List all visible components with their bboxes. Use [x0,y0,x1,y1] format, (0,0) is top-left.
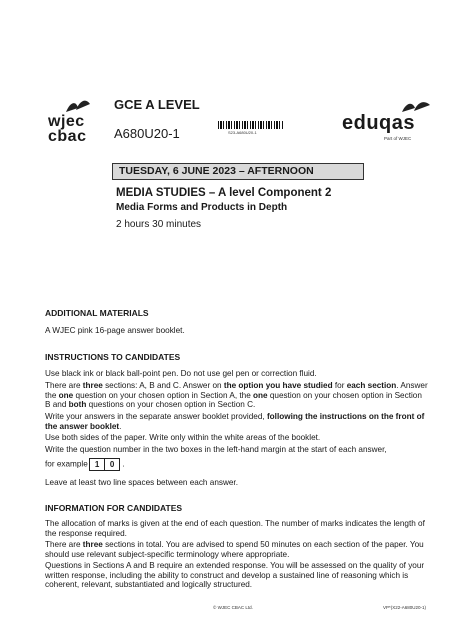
barcode [218,121,284,129]
additional-materials-text: A WJEC pink 16-page answer booklet. [45,326,185,335]
instruction-sections: There are three sections: A, B and C. Answer on the option you have studied for each section. Answer the one question on your chosen option in Section A, the one question on your chosen option in Section B and both questions on your chosen option in Section C. [45,381,428,410]
instructions-heading: INSTRUCTIONS TO CANDIDATES [45,352,181,362]
instruction-line-spaces: Leave at least two line spaces between each answer. [45,478,238,487]
instruction-booklet: Write your answers in the separate answer booklet provided, following the instructions on the front of the answer booklet. [45,412,425,431]
exam-date: TUESDAY, 6 JUNE 2023 – AFTERNOON [112,163,364,180]
exam-subject: MEDIA STUDIES – A level Component 2 [116,187,332,199]
instruction-example: for example 1 0 . [45,459,125,469]
example-label: for example [45,459,88,469]
additional-materials-heading: ADDITIONAL MATERIALS [45,308,149,318]
info-extended-response: Questions in Sections A and B require an extended response. You will be assessed on the quality of your written response, including the ability to construct and develop a sustained line of reasoning which is coherent, relevant, substantiated and logically structured. [45,561,425,590]
wjec-cbac-logo [44,98,102,154]
exam-component: Media Forms and Products in Depth [116,202,288,213]
eduqas-subtitle: Part of WJEC [384,136,412,141]
barcode-text: S23-A680U20-1 [228,130,257,135]
example-boxes [90,458,120,471]
eduqas-logo-text: eduqas [342,112,416,134]
information-heading: INFORMATION FOR CANDIDATES [45,503,183,513]
instruction-pens: Use black ink or black ball-point pen. Do not use gel pen or correction fluid. [45,369,317,378]
eduqas-logo [342,106,432,142]
example-digit: 0 [104,458,120,471]
example-digit: 1 [89,458,105,471]
qualification-level: GCE A LEVEL [114,97,200,112]
info-sections: There are three sections in total. You are advised to spend 50 minutes on each section of the paper. You should use relevant subject-specific terminology where appropriate. [45,540,424,559]
paper-code: A680U20-1 [114,126,180,141]
instruction-both-sides: Use both sides of the paper. Write only within the white areas of the booklet. [45,433,321,442]
wjec-leaf-icon [64,98,94,114]
instruction-question-number: Write the question number in the two boxes in the left-hand margin at the start of each answer, [45,445,387,454]
wjec-logo-text: wjec cbac [48,113,87,145]
exam-duration: 2 hours 30 minutes [116,219,202,230]
footer-copyright: © WJEC CBAC Ltd. [213,605,253,610]
footer-reference: VP*(X22-A680U20-1) [383,605,427,610]
info-marks: The allocation of marks is given at the end of each question. The number of marks indicates the length of the response required. [45,519,425,538]
